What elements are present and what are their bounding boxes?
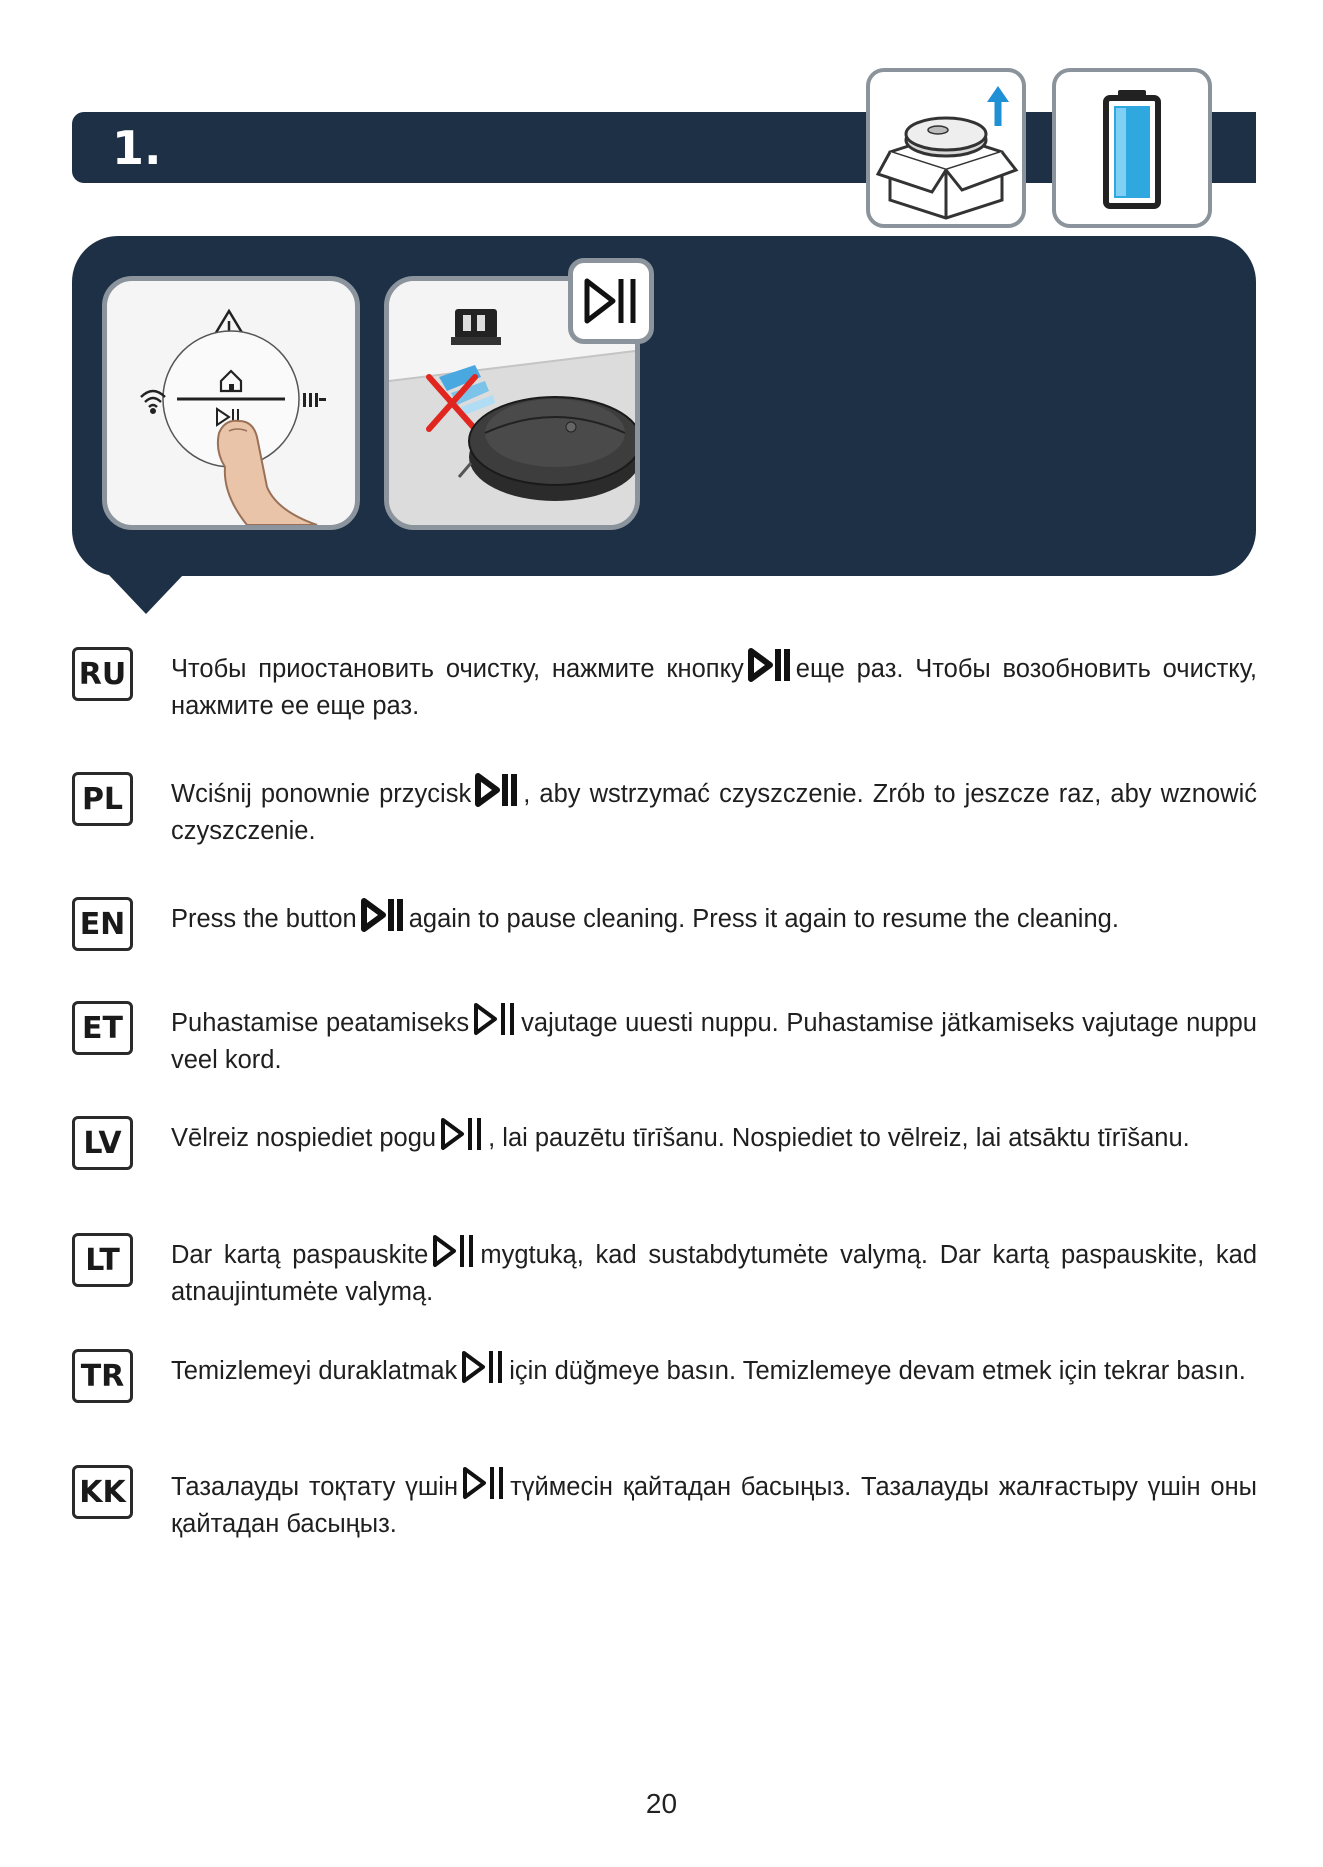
instruction-text-before: Press the button [171,905,357,933]
instruction-text-after: again to pause cleaning. Press it again to resume the cleaning. [408,905,1119,933]
instruction-text-before: Чтобы приостановить очистку, нажмите кнопку [171,655,744,683]
language-badge: LT [72,1233,133,1287]
instruction-text-after: түймесін қайтадан басыңыз. Тазалауды жалғастыру үшін оны қайтадан басыңыз. [171,1473,1258,1538]
battery-full-icon [1056,72,1208,224]
battery-thumbnail [1052,68,1212,228]
instruction-text-after: mygtuką, kad sustabdytumėte valymą. Dar kartą paspauskite, kad atnaujintumėte valymą. [171,1241,1257,1306]
open-box-robot-icon [870,72,1022,224]
instruction-text-before: Dar kartą paspauskite [171,1241,429,1269]
instruction-text [171,1465,1257,1543]
instruction-text [171,897,1257,938]
instruction-text-after: еще раз. Чтобы возобновить очистку, нажмите ее еще раз. [171,655,1257,720]
control-panel-illustration [102,276,360,530]
instruction-text-after: vajutage uuesti nuppu. Puhastamise jätkamiseks vajutage nuppu veel kord. [171,1009,1257,1074]
play-pause-icon [461,1349,505,1385]
play-pause-icon [440,1116,484,1152]
play-pause-icon [473,1001,517,1037]
language-badge: TR [72,1349,133,1403]
play-pause-icon [462,1465,506,1501]
language-badge: RU [72,647,133,701]
instruction-text-before: Тазалауды тоқтату үшін [171,1473,459,1501]
instruction-text [171,647,1257,725]
step-number: 1. [112,121,162,175]
instruction-text [171,1116,1257,1157]
instruction-text-before: Vēlreiz nospiediet pogu [171,1124,437,1152]
charging-dock-icon [451,309,501,345]
language-badge: ET [72,1001,133,1055]
instruction-text-before: Temizlemeyi duraklatmak [171,1357,458,1385]
instruction-text [171,1349,1257,1390]
play-pause-icon [573,263,649,339]
page-number: 20 [645,1788,678,1819]
unpack-thumbnail [866,68,1026,228]
play-pause-icon [748,647,792,683]
instruction-text-before: Wciśnij ponownie przycisk [171,780,472,808]
play-pause-icon [432,1233,476,1269]
language-badge: KK [72,1465,133,1519]
instruction-text [171,772,1257,850]
language-badge: EN [72,897,133,951]
play-pause-icon [475,772,519,808]
instruction-text [171,1233,1257,1311]
language-badge: PL [72,772,133,826]
play-pause-icon [361,897,405,933]
brush-icon [303,393,326,407]
instruction-text-after: , aby wstrzymać czyszczenie. Zrób to jeszcze raz, aby wznowić czyszczenie. [171,780,1257,845]
play-pause-badge [568,258,654,344]
panel-pointer [108,574,184,614]
instruction-text-before: Puhastamise peatamiseks [171,1009,470,1037]
instruction-text-after: , lai pauzētu tīrīšanu. Nospiediet to vēlreiz, lai atsāktu tīrīšanu. [488,1124,1190,1152]
language-badge: LV [72,1116,133,1170]
instruction-text-after: için düğmeye basın. Temizlemeye devam etmek için tekrar basın. [509,1357,1246,1385]
wifi-icon [141,391,165,413]
instruction-text [171,1001,1257,1079]
